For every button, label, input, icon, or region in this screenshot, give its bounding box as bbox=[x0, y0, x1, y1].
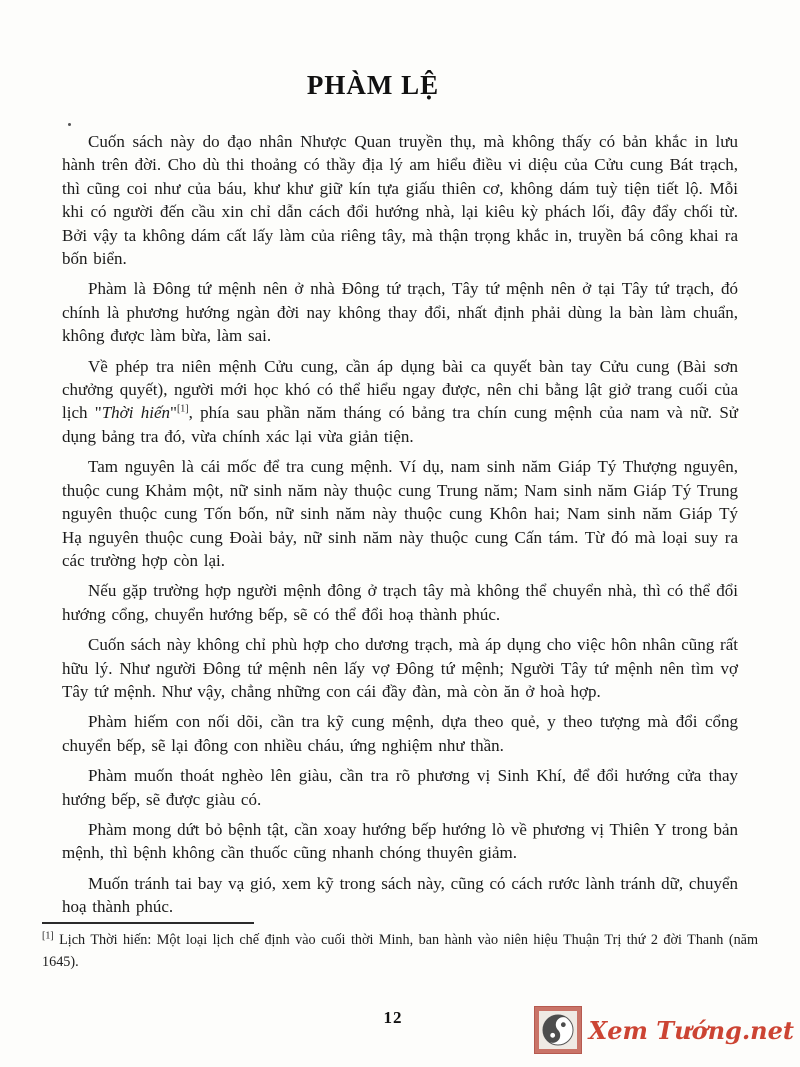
paragraph: Cuốn sách này không chỉ phù hợp cho dương trạch, mà áp dụng cho việc hôn nhân cũng rất hữu lý. Như người Đông tứ mệnh nên lấy vợ Đông tứ mệnh; Người Tây tứ mệnh nên tìm vợ Tây tứ mệnh. Như vậy, chẳng những con cái đầy đàn, mà còn ăn ở hoà hợp. bbox=[62, 635, 738, 701]
paragraph: Cuốn sách này do đạo nhân Nhược Quan truyền thụ, mà không thấy có bản khắc in lưu hành trên đời. Cho dù thi thoảng có thầy địa lý am hiểu điều vi diệu của Cửu cung Bát trạch, thì cũng coi như của báu, khư khư giữ kín tựa giấu thiên cơ, không dám tuỳ tiện tiết lộ. Mỗi khi có người đến cầu xin chỉ dẫn cách đổi hướng nhà, lại kiêu kỳ phách lối, đây đẩy chối từ. Bởi vậy ta không dám cất lấy làm của riêng tây, mà thận trọng khắc in, truyền bá công khai ra bốn biển. bbox=[62, 132, 738, 269]
paragraph: Phàm hiếm con nối dõi, cần tra kỹ cung mệnh, dựa theo quẻ, y theo tượng mà đổi cổng chuyển bếp, sẽ lại đông con nhiều cháu, ứng nghiệm như thần. bbox=[62, 712, 738, 755]
footnote-divider bbox=[42, 922, 254, 924]
watermark-frame bbox=[534, 1006, 582, 1054]
page-title: PHÀM LỆ bbox=[306, 70, 440, 100]
paragraph: Nếu gặp trường hợp người mệnh đông ở trạch tây mà không thể chuyển nhà, thì có thể đổi hướng cổng, chuyển hướng bếp, sẽ có thể đổi hoạ thành phúc. bbox=[62, 581, 738, 624]
page-number: 12 bbox=[383, 1008, 403, 1027]
watermark-text: Xem Tướng.net bbox=[588, 1015, 794, 1045]
footnote-text bbox=[42, 930, 758, 973]
body-text bbox=[62, 130, 738, 926]
scan-speck bbox=[68, 123, 71, 126]
paragraph: Phàm mong dứt bỏ bệnh tật, cần xoay hướng bếp hướng lò về phương vị Thiên Y trong bản mệnh, thì bệnh không cần thuốc cũng nhanh chóng thuyên giảm. bbox=[62, 819, 738, 863]
paragraph: Phàm là Đông tứ mệnh nên ở nhà Đông tứ trạch, Tây tứ mệnh nên ở tại Tây tứ trạch, đó chính là phương hướng ngàn đời nay không thay đổi, nhất định phải dùng la bàn làm chuẩn, không được làm bừa, làm sai. bbox=[62, 279, 738, 346]
paragraph: Tam nguyên là cái mốc để tra cung mệnh. Ví dụ, nam sinh năm Giáp Tý Thượng nguyên, thuộc cung Khảm một, nữ sinh năm này thuộc cung Trung năm; Nam sinh năm Giáp Tý Trung nguyên thuộc cung Tốn bốn, nữ sinh năm này thuộc cung Khôn hai; Nam sinh năm Giáp Tý Hạ nguyên thuộc cung Đoài bảy, nữ sinh năm này thuộc cung Cấn tám. Từ đó mà loại suy ra các trường hợp còn lại. bbox=[62, 457, 738, 570]
watermark bbox=[534, 1006, 794, 1054]
paragraph: Phàm muốn thoát nghèo lên giàu, cần tra rõ phương vị Sinh Khí, để đổi hướng cửa thay hướng bếp, sẽ được giàu có. bbox=[62, 766, 738, 809]
footnote bbox=[42, 922, 758, 973]
paragraph: Muốn tránh tai bay vạ gió, xem kỹ trong sách này, cũng có cách rước lành tránh dữ, chuyển hoạ thành phúc. bbox=[62, 873, 738, 917]
footnote-marker: [1] bbox=[42, 930, 54, 942]
yin-yang-icon bbox=[539, 1011, 577, 1049]
paragraph: Về phép tra niên mệnh Cửu cung, cần áp dụng bài ca quyết bàn tay Cửu cung (Bài sơn chưởng quyết), người mới học khó có thể hiểu ngay được, nên chi bằng lật giở trang cuối của lịch "Thời hiến"[1], phía sau phần năm tháng có bảng tra chín cung mệnh của nam và nữ. Sử dụng bảng tra đó, vừa chính xác lại vừa giản tiện. bbox=[62, 356, 738, 446]
footnote-body: Lịch Thời hiến: Một loại lịch chế định vào cuối thời Minh, ban hành vào niên hiệu Thuận Trị thứ 2 đời Thanh (năm 1645). bbox=[42, 932, 758, 970]
